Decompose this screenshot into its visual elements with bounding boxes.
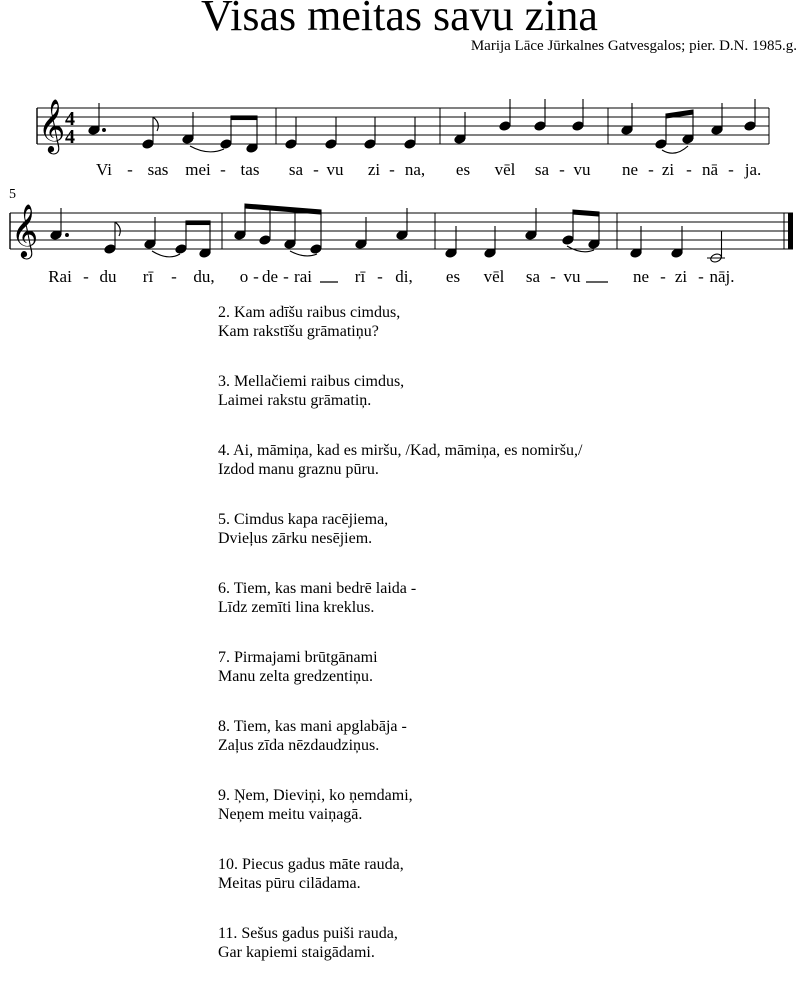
verse [218, 579, 582, 617]
note [572, 121, 584, 132]
song-title: Visas meitas savu zina [201, 0, 598, 40]
lyric-syllable: tas [240, 160, 260, 179]
verse-line: Dvieļus zārku nesējiem. [218, 530, 373, 547]
lyric-syllable: zi [367, 160, 381, 179]
verse-line: 11. Sešus gadus puiši rauda, [218, 925, 398, 942]
lyric-syllable: o [239, 267, 249, 286]
verse [218, 786, 582, 824]
lyric-syllable: du [99, 267, 117, 286]
lyric-syllable: vu [573, 160, 591, 179]
note [534, 121, 546, 132]
lyric-syllable: sa [288, 160, 304, 179]
lyric-syllable: mei [185, 160, 211, 179]
lyric-syllable: sa [525, 267, 541, 286]
lyric-syllable: sas [147, 160, 169, 179]
lyric-hyphen: - [171, 267, 177, 286]
verse [218, 648, 582, 686]
note [259, 235, 271, 246]
verse-line: 6. Tiem, kas mani bedrē laida - [218, 580, 417, 597]
final-barline-thick [788, 213, 793, 249]
note [562, 235, 574, 246]
verse-line: Laimei rakstu grāmatiņ. [218, 392, 372, 409]
verse-line: 3. Mellačiemi raibus cimdus, [218, 373, 405, 390]
verse-line: 4. Ai, māmiņa, kad es miršu, /Kad, māmiņa, es nomiršu,/ [218, 442, 583, 459]
verse [218, 510, 582, 548]
source-attribution: Marija Lāce Jūrkalnes Gatvesgalos; pier. D.N. 1985.g. [470, 38, 797, 54]
note [744, 121, 756, 132]
note [220, 139, 232, 150]
note [325, 139, 337, 150]
note [499, 121, 511, 132]
lyric-syllable: es [455, 160, 471, 179]
note [404, 139, 416, 150]
lyric-hyphen: - [728, 160, 734, 179]
lyric-syllable: du, [193, 267, 215, 286]
lyric-syllable: ja. [744, 160, 762, 179]
lyric-hyphen: - [550, 267, 556, 286]
verse [218, 441, 582, 479]
lyric-syllable: rī [354, 267, 366, 286]
lyric-syllable: rai [294, 267, 312, 286]
lyric-syllable: rī [142, 267, 154, 286]
verse-line: 9. Ņem, Dieviņi, ko ņemdami, [218, 787, 413, 804]
lyric-syllable: ne [621, 160, 639, 179]
lyric-syllable: es [445, 267, 461, 286]
note [364, 139, 376, 150]
note [104, 244, 116, 255]
verse-line: 8. Tiem, kas mani apglabāja - [218, 718, 407, 735]
lyric-hyphen: - [660, 267, 666, 286]
dot [103, 129, 106, 132]
verse-line: 10. Piecus gadus māte rauda, [218, 856, 404, 873]
verse-line: Manu zelta gredzentiņu. [218, 668, 374, 685]
lyric-hyphen: - [83, 267, 89, 286]
lyric-syllable: zi [661, 160, 675, 179]
time-signature-bottom: 4 [65, 126, 75, 148]
verse-line: 7. Pirmajami brūtgānami [218, 649, 378, 666]
verse-line: Neņem meitu vaiņagā. [218, 806, 363, 823]
lyric-syllable: vu [563, 267, 581, 286]
verse-line: Zaļus zīda nēzdaudziņus. [218, 737, 380, 754]
lyric-hyphen: - [698, 267, 704, 286]
music-score [0, 0, 799, 300]
verse-line: Gar kapiemi staigādami. [218, 944, 375, 961]
lyric-syllable: na, [404, 160, 426, 179]
lyric-syllable: zi [674, 267, 688, 286]
lyric-syllable: vēl [494, 160, 516, 179]
lyric-hyphen: - [283, 267, 289, 286]
lyric-hyphen: - [648, 160, 654, 179]
note [175, 244, 187, 255]
verses-list [218, 303, 582, 993]
verse [218, 855, 582, 893]
treble-clef-icon: 𝄞 [38, 98, 66, 152]
lyric-hyphen: - [686, 160, 692, 179]
lyric-hyphen: - [127, 160, 133, 179]
lyric-hyphen: - [377, 267, 383, 286]
staff-system-1 [37, 108, 769, 144]
lyric-hyphen: - [253, 267, 259, 286]
treble-clef-icon: 𝄞 [11, 203, 39, 257]
note [655, 139, 667, 150]
verse-line: 2. Kam adīšu raibus cimdus, [218, 304, 401, 321]
note [142, 139, 154, 150]
verse [218, 717, 582, 755]
dot [66, 234, 69, 237]
lyric-hyphen: - [220, 160, 226, 179]
verse-line: Kam rakstīšu grāmatiņu? [218, 323, 379, 340]
time-signature-top: 4 [65, 108, 75, 130]
verse [218, 924, 582, 962]
lyric-syllable: nā [701, 160, 719, 179]
lyric-syllable: vu [326, 160, 344, 179]
lyric-hyphen: - [389, 160, 395, 179]
lyric-hyphen: - [313, 160, 319, 179]
lyric-hyphen: - [559, 160, 565, 179]
verse-line: 5. Cimdus kapa racējiema, [218, 511, 389, 528]
verse [218, 303, 582, 341]
lyric-syllable: sa [534, 160, 550, 179]
lyrics-line-1 [96, 160, 761, 179]
lyric-syllable: Vi [96, 160, 112, 179]
verse-line: Meitas pūru cilādama. [218, 875, 361, 892]
lyric-syllable: vēl [483, 267, 505, 286]
measure-number: 5 [9, 187, 16, 202]
lyric-syllable: di, [395, 267, 413, 286]
lyric-syllable: Rai [48, 267, 72, 286]
lyric-syllable: nāj. [709, 267, 735, 286]
note [285, 139, 297, 150]
lyric-syllable: ne [632, 267, 650, 286]
verse [218, 372, 582, 410]
note [310, 244, 322, 255]
lyric-syllable: de [261, 267, 279, 286]
lyrics-line-2 [48, 267, 734, 286]
verse-line: Izdod manu graznu pūru. [218, 461, 379, 478]
verse-line: Līdz zemīti lina kreklus. [218, 599, 375, 616]
